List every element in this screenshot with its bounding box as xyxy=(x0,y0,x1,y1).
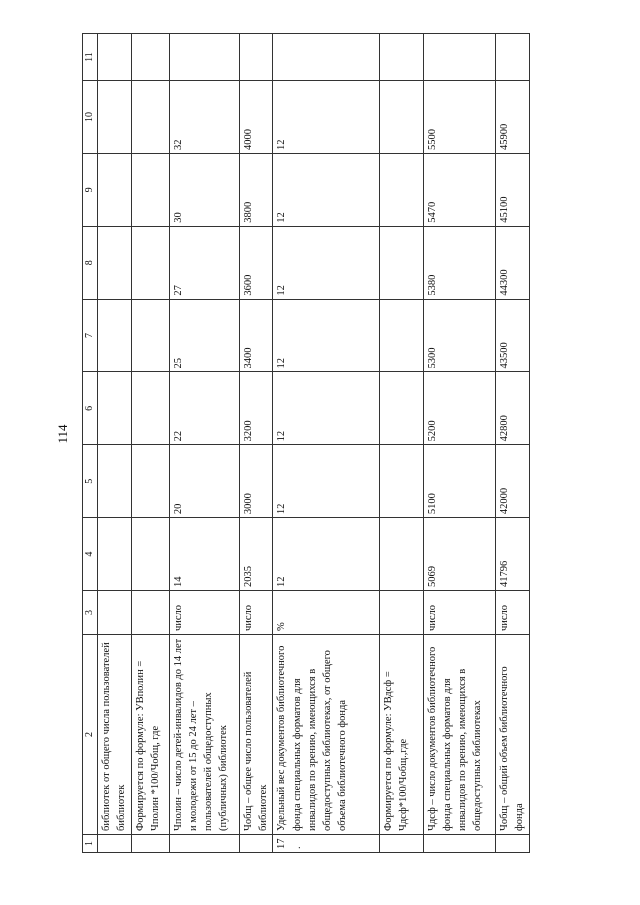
table-row xyxy=(273,34,379,853)
indicator-description: Формируется по формуле: УВдсф = Чдсф*100/Чобщ.,где xyxy=(379,635,423,835)
header-cell: 10 xyxy=(83,81,98,154)
value-cell: 42000 xyxy=(495,445,529,518)
row-number xyxy=(131,835,169,853)
table-row xyxy=(98,34,132,853)
value-cell: 12 xyxy=(273,445,379,518)
value-cell xyxy=(379,226,423,299)
value-cell xyxy=(379,518,423,591)
value-cell: 43500 xyxy=(495,299,529,372)
value-cell: 5470 xyxy=(423,153,495,226)
unit-cell: число xyxy=(169,591,239,635)
row-number xyxy=(98,835,132,853)
indicator-table xyxy=(82,33,530,853)
header-cell: 1 xyxy=(83,835,98,853)
row-number xyxy=(423,835,495,853)
indicator-description: библиотек от общего числа пользователей библиотек xyxy=(98,635,132,835)
value-cell: 32 xyxy=(169,81,239,154)
value-cell: 5069 xyxy=(423,518,495,591)
value-cell: 44300 xyxy=(495,226,529,299)
value-cell xyxy=(131,518,169,591)
value-cell: 3000 xyxy=(239,445,273,518)
indicator-description: Чдсф – число документов библиотечного фонда специальных форматов для инвалидов по зрению, имеющихся в общедоступных библиотеках xyxy=(423,635,495,835)
header-cell: 4 xyxy=(83,518,98,591)
value-cell: 42800 xyxy=(495,372,529,445)
header-cell: 9 xyxy=(83,153,98,226)
value-cell: 12 xyxy=(273,81,379,154)
value-cell: 2035 xyxy=(239,518,273,591)
value-cell xyxy=(379,299,423,372)
indicator-description: Чполин – число детей-инвалидов до 14 лет и молодежи от 15 до 24 лет – пользователей общедоступных (публичных) библиотек xyxy=(169,635,239,835)
value-cell xyxy=(98,299,132,372)
unit-cell xyxy=(131,591,169,635)
value-cell: 25 xyxy=(169,299,239,372)
value-cell: 5100 xyxy=(423,445,495,518)
row-number: 17. xyxy=(273,835,379,853)
header-cell: 2 xyxy=(83,635,98,835)
table-row xyxy=(169,34,239,853)
value-cell: 5300 xyxy=(423,299,495,372)
table-row xyxy=(495,34,529,853)
page-number: 114 xyxy=(55,424,70,444)
value-cell: 45900 xyxy=(495,81,529,154)
value-cell xyxy=(131,153,169,226)
value-cell xyxy=(131,81,169,154)
unit-cell: число xyxy=(239,591,273,635)
note-cell xyxy=(169,34,239,81)
value-cell: 22 xyxy=(169,372,239,445)
value-cell: 20 xyxy=(169,445,239,518)
header-cell: 8 xyxy=(83,226,98,299)
header-cell: 3 xyxy=(83,591,98,635)
header-cell: 11 xyxy=(83,34,98,81)
value-cell: 5380 xyxy=(423,226,495,299)
value-cell xyxy=(131,299,169,372)
unit-cell: % xyxy=(273,591,379,635)
value-cell: 30 xyxy=(169,153,239,226)
unit-cell xyxy=(98,591,132,635)
header-cell: 7 xyxy=(83,299,98,372)
row-number xyxy=(379,835,423,853)
value-cell xyxy=(379,445,423,518)
note-cell xyxy=(131,34,169,81)
value-cell: 5500 xyxy=(423,81,495,154)
table-row xyxy=(423,34,495,853)
indicator-description: Чобщ – общий объем библиотечного фонда xyxy=(495,635,529,835)
table-row xyxy=(379,34,423,853)
value-cell: 3200 xyxy=(239,372,273,445)
table-row xyxy=(239,34,273,853)
value-cell: 12 xyxy=(273,518,379,591)
note-cell xyxy=(379,34,423,81)
indicator-description: Формируется по формуле: УВполин = Чполин *100/Чобщ, где xyxy=(131,635,169,835)
note-cell xyxy=(423,34,495,81)
value-cell: 4000 xyxy=(239,81,273,154)
value-cell: 12 xyxy=(273,372,379,445)
value-cell: 3800 xyxy=(239,153,273,226)
note-cell xyxy=(273,34,379,81)
note-cell xyxy=(98,34,132,81)
value-cell xyxy=(131,372,169,445)
value-cell xyxy=(98,445,132,518)
indicator-description: Удельный вес документов библиотечного фонда специальных форматов для инвалидов по зрению, имеющихся в общедоступных библиотеках, от общего объема библиотечного фонда xyxy=(273,635,379,835)
header-cell: 6 xyxy=(83,372,98,445)
value-cell: 14 xyxy=(169,518,239,591)
indicator-description: Чобщ – общее число пользователей библиотек xyxy=(239,635,273,835)
table-row xyxy=(131,34,169,853)
row-number xyxy=(239,835,273,853)
unit-cell: число xyxy=(495,591,529,635)
value-cell: 27 xyxy=(169,226,239,299)
value-cell xyxy=(379,153,423,226)
header-row xyxy=(83,34,98,853)
value-cell xyxy=(131,226,169,299)
value-cell: 3600 xyxy=(239,226,273,299)
value-cell: 12 xyxy=(273,299,379,372)
unit-cell xyxy=(379,591,423,635)
value-cell: 3400 xyxy=(239,299,273,372)
value-cell: 45100 xyxy=(495,153,529,226)
value-cell xyxy=(379,372,423,445)
header-cell: 5 xyxy=(83,445,98,518)
row-number xyxy=(169,835,239,853)
value-cell: 12 xyxy=(273,226,379,299)
note-cell xyxy=(239,34,273,81)
value-cell: 41796 xyxy=(495,518,529,591)
row-number xyxy=(495,835,529,853)
value-cell: 12 xyxy=(273,153,379,226)
value-cell xyxy=(131,445,169,518)
note-cell xyxy=(495,34,529,81)
value-cell: 5200 xyxy=(423,372,495,445)
value-cell xyxy=(98,372,132,445)
value-cell xyxy=(379,81,423,154)
value-cell xyxy=(98,81,132,154)
indicator-table-sheet xyxy=(82,33,530,853)
unit-cell: число xyxy=(423,591,495,635)
value-cell xyxy=(98,226,132,299)
value-cell xyxy=(98,153,132,226)
value-cell xyxy=(98,518,132,591)
